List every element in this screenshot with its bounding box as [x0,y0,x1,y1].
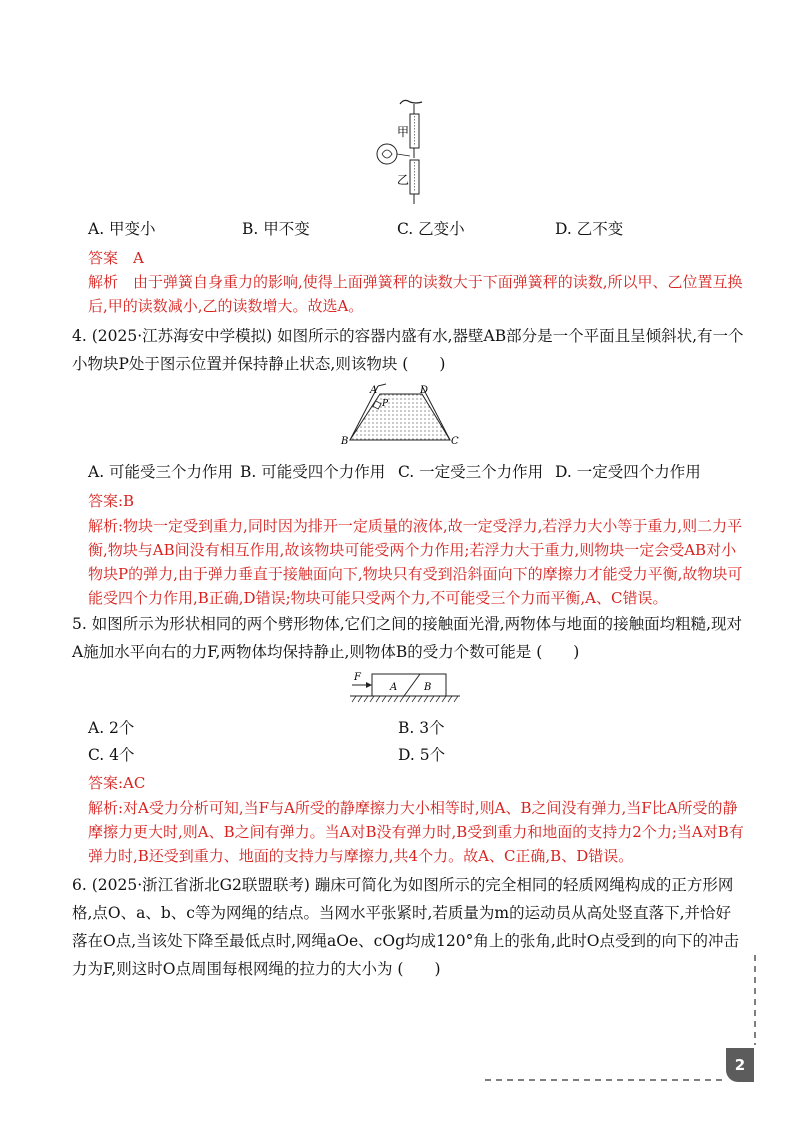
q4-answer: 答案:B [88,492,135,510]
label-yi: 乙 [397,173,410,187]
fig-label-a: A [370,385,378,396]
q3-option-a[interactable]: A. 甲变小 [88,220,156,238]
fig-label-c: C [451,436,459,447]
fig-label-d: D [420,385,429,396]
q3-option-c[interactable]: C. 乙变小 [397,220,465,238]
q3-analysis: 解析 由于弹簧自身重力的影响,使得上面弹簧秤的读数大于下面弹簧秤的读数,所以甲、乙位置互换后,甲的读数减小,乙的读数增大。故选A。 [88,273,743,315]
page-corner-decoration [480,955,760,1085]
q4-analysis: 解析:物块一定受到重力,同时因为排开一定质量的液体,故一定受浮力,若浮力大小等于重力,则二力平衡,物块与AB间没有相互作用,故该物块可能受两个力作用;若浮力大于重力,则物块一定会受AB对小物块P的弹力,由于弹力垂直于接触面向下,物块只有受到沿斜面向下的摩擦力才能受力平衡,故物块可能受四个力作用,B正确,D错误;物块可能只受两个力,不可能受三个力而平衡,A、C错误。 [88,517,743,607]
q5-analysis: 解析:对A受力分析可知,当F与A所受的静摩擦力大小相等时,则A、B之间没有弹力,当F比A所受的静摩擦力更大时,则A、B之间有弹力。当A对B没有弹力时,B受到重力和地面的支持力2个力;当A对B有弹力时,B还受到重力、地面的支持力与摩擦力,共4个力。故A、C正确,B、D错误。 [88,799,744,865]
q4-option-b[interactable]: B. 可能受四个力作用 [240,463,386,481]
spring-scale-figure [370,98,440,210]
q5-stem: 5. 如图所示为形状相同的两个劈形物体,它们之间的接触面光滑,两物体与地面的接触面均粗糙,现对A施加水平向右的力F,两物体均保持静止,则物体B的受力个数可能是 ( ) [72,615,742,661]
fig-label-f: F [354,672,361,683]
label-jia: 甲 [397,125,410,139]
fig-label-block-b: B [424,682,432,693]
q4-option-d[interactable]: D. 一定受四个力作用 [555,463,701,481]
q3-answer: 答案 A [88,249,144,267]
q5-option-b[interactable]: B. 3个 [398,719,445,737]
fig-label-b: B [341,436,349,447]
page-number: 2 [726,1048,754,1082]
wedge-blocks-figure [350,668,460,708]
q3-option-b[interactable]: B. 甲不变 [242,220,310,238]
container-figure [340,382,460,448]
q5-option-a[interactable]: A. 2个 [88,719,135,737]
fig-label-block-a: A [390,682,398,693]
q4-option-a[interactable]: A. 可能受三个力作用 [88,463,234,481]
q5-answer: 答案:AC [88,774,146,792]
q5-option-d[interactable]: D. 5个 [398,746,446,764]
fig-label-p: P [382,399,389,409]
q4-stem: 4. (2025·江苏海安中学模拟) 如图所示的容器内盛有水,器壁AB部分是一个平面且呈倾斜状,有一个小物块P处于图示位置并保持静止状态,则该物块 ( ) [72,327,744,373]
q4-option-c[interactable]: C. 一定受三个力作用 [398,463,544,481]
q6-stem: 6. (2025·浙江省浙北G2联盟联考) 蹦床可简化为如图所示的完全相同的轻质网绳构成的正方形网格,点O、a、b、c等为网绳的结点。当网水平张紧时,若质量为m的运动员从高处竖直落下,并恰好落在O点,当该处下降至最低点时,网绳aOe、cOg均成120°角上的张角,此时O点受到的向下的冲击力为F,则这时O点周围每根网绳的拉力的大小为 ( ) [72,876,739,978]
q5-option-c[interactable]: C. 4个 [88,746,135,764]
q3-option-d[interactable]: D. 乙不变 [555,220,624,238]
